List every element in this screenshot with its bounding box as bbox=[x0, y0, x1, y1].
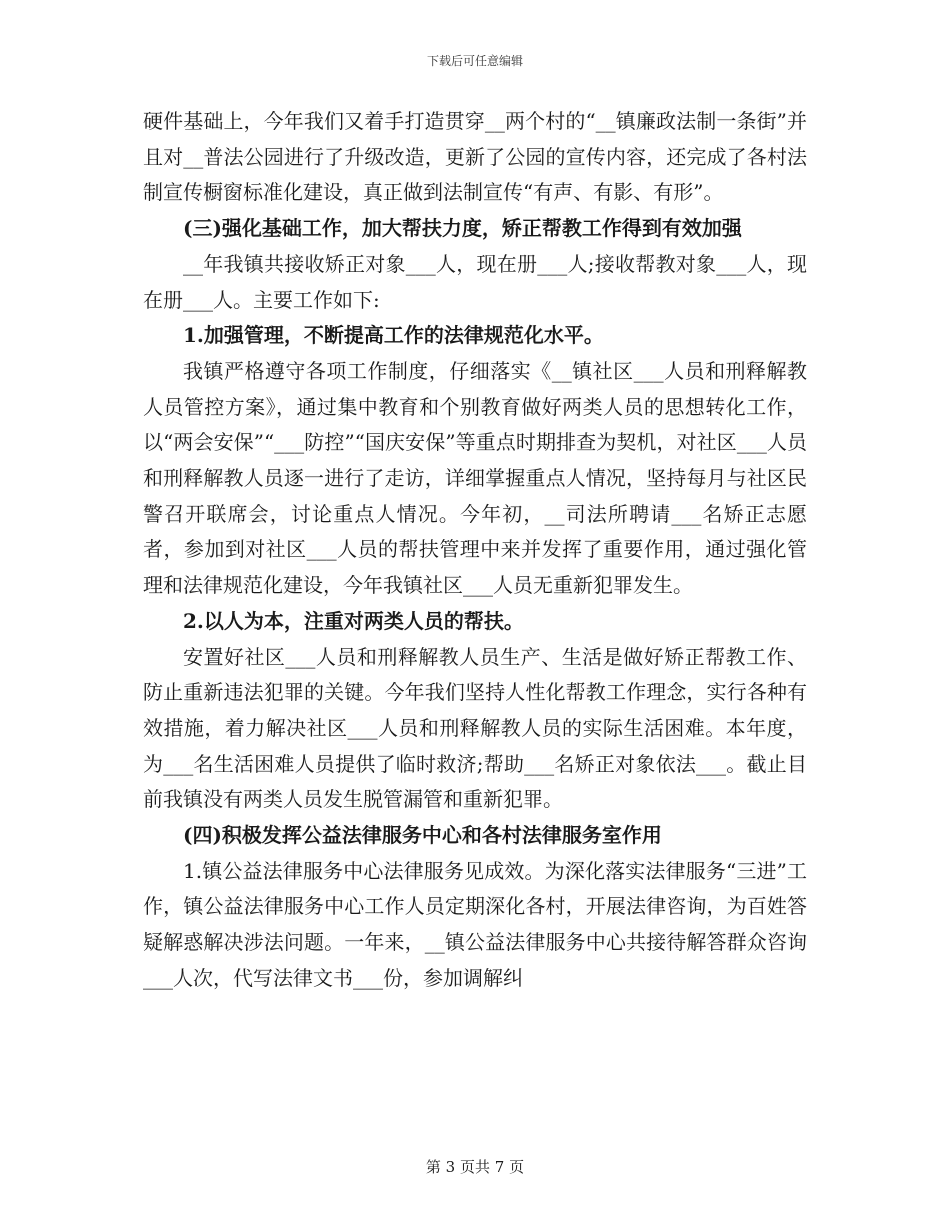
section-heading-4: (四)积极发挥公益法律服务中心和各村法律服务室作用 bbox=[183, 823, 662, 848]
paragraph-body-4: 安置好社区___人员和刑释解教人员生产、生活是做好矫正帮教工作、防止重新违法犯罪的关键。今年我们坚持人性化帮教工作理念，实行各种有效措施，着力解决社区___人员和刑释解教人员的实际生活困难。本年度，为___名生活困难人员提供了临时救济;帮助___名矫正对象依法___。截止目前我镇没有两类人员发生脱管漏管和重新犯罪。 bbox=[143, 644, 807, 812]
paragraph-body-2: __年我镇共接收矫正对象___人，现在册___人;接收帮教对象___人，现在册___人。主要工作如下: bbox=[143, 251, 807, 312]
paragraph-body-3: 我镇严格遵守各项工作制度，仔细落实《__镇社区___人员和刑释解教人员管控方案》，通过集中教育和个别教育做好两类人员的思想转化工作，以“两会安保”“___防控”“国庆安保”等重点时期排查为契机，对社区___人员和刑释解教人员逐一进行了走访，详细掌握重点人情况，坚持每月与社区民警召开联席会，讨论重点人情况。今年初，__司法所聘请___名矫正志愿者，参加到对社区___人员的帮扶管理中来并发挥了重要作用，通过强化管理和法律规范化建设，今年我镇社区___人员无重新犯罪发生。 bbox=[143, 358, 807, 598]
page-number: 第 3 页共 7 页 bbox=[425, 1158, 525, 1176]
section-heading-3: (三)强化基础工作，加大帮扶力度，矫正帮教工作得到有效加强 bbox=[183, 216, 742, 241]
page-header-note: 下载后可任意编辑 bbox=[426, 54, 523, 68]
paragraph-body-1: 硬件基础上，今年我们又着手打造贯穿__两个村的“__镇廉政法制一条街”并且对__普法公园进行了升级改造，更新了公园的宣传内容，还完成了各村法制宣传橱窗标准化建设，真正做到法制宣传“有声、有影、有形”。 bbox=[143, 109, 807, 205]
paragraph-body-5: 1.镇公益法律服务中心法律服务见成效。为深化落实法律服务“三进”工作，镇公益法律服务中心工作人员定期深化各村，开展法律咨询，为百姓答疑解惑解决涉法问题。一年来，__镇公益法律服务中心共接待解答群众咨询___人次，代写法律文书___份，参加调解纠 bbox=[143, 858, 807, 990]
document-body bbox=[143, 104, 807, 997]
subheading-people-oriented: 2.以人为本，注重对两类人员的帮扶。 bbox=[183, 608, 524, 633]
subheading-management: 1.加强管理，不断提高工作的法律规范化水平。 bbox=[183, 323, 604, 348]
